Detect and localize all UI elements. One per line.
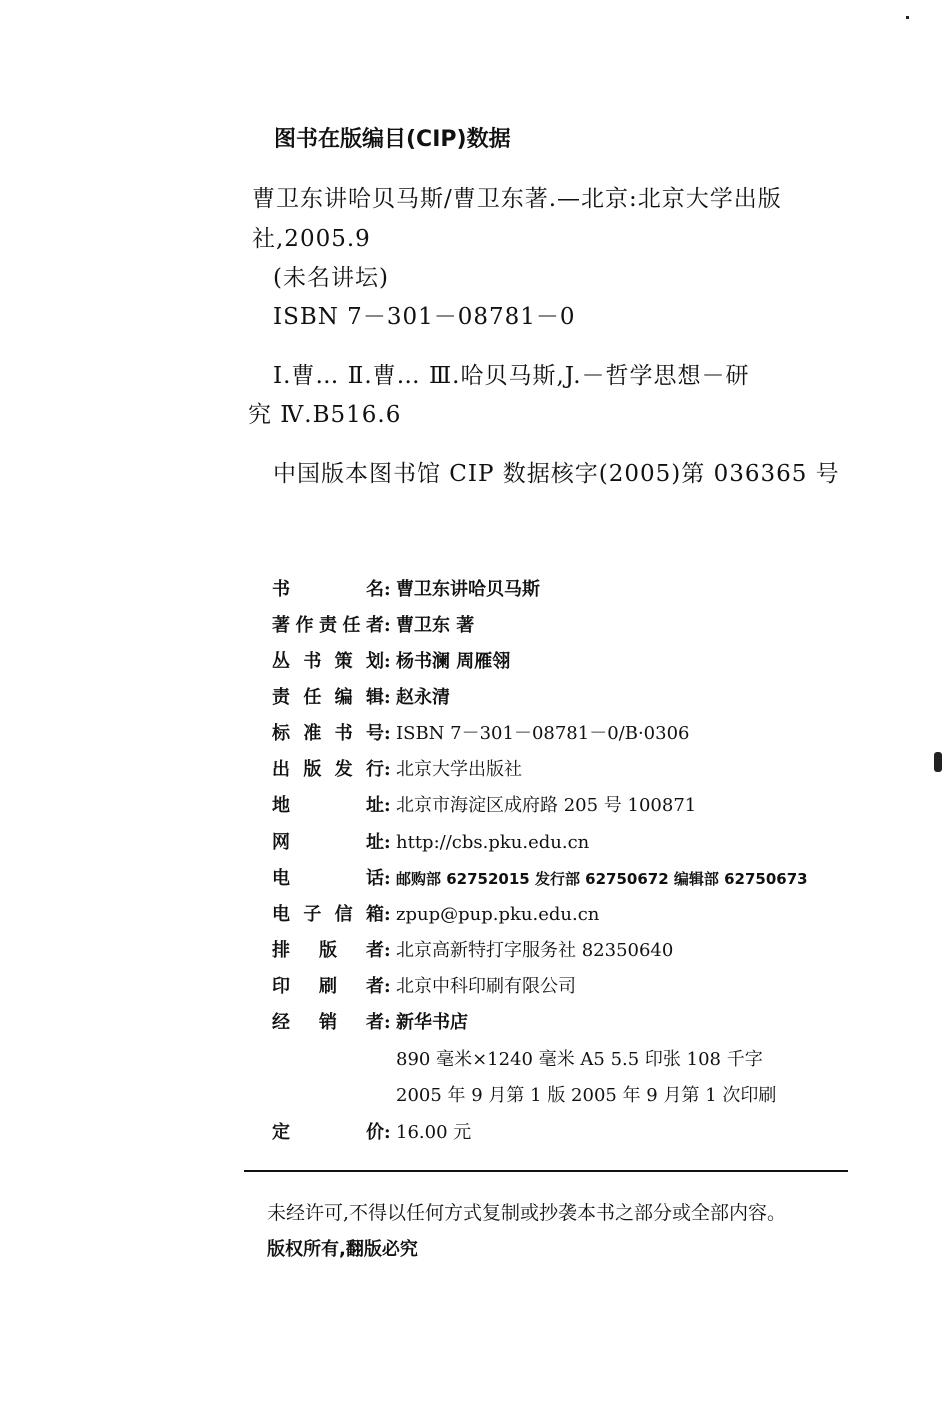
detail-value: 北京大学出版社 [396,759,522,780]
detail-label: 标准书号 [272,723,384,744]
detail-colon: : [384,759,391,780]
detail-value: 曹卫东 著 [396,615,475,636]
detail-row-price [272,1118,471,1148]
copyright-rights: 版权所有,翻版必究 [267,1239,418,1260]
detail-value: 北京中科印刷有限公司 [396,976,576,997]
detail-value: 16.00 元 [396,1122,472,1143]
detail-label: 网址 [272,832,384,853]
detail-label: 经销者 [272,1012,384,1033]
detail-colon: : [384,615,391,636]
detail-value: http://cbs.pku.edu.cn [396,832,590,853]
scan-speck [906,16,909,19]
format-spec-line: 890 毫米×1240 毫米 A5 5.5 印张 108 千字 [396,1049,763,1070]
detail-row-author [272,611,474,641]
detail-colon: : [384,1122,391,1143]
detail-row-title [272,575,540,605]
detail-label: 出版发行 [272,759,384,780]
detail-value: 北京高新特打字服务社 82350640 [396,940,674,961]
detail-colon: : [384,795,391,816]
detail-label: 排版者 [272,940,384,961]
detail-value: 新华书店 [396,1012,468,1033]
divider-rule [244,1170,848,1172]
detail-row-isbn [272,719,689,749]
detail-value: 赵永清 [396,687,450,708]
scan-speck [934,752,942,772]
detail-label: 著作责任者 [272,615,384,636]
detail-row-distributor [272,1008,468,1038]
detail-value: 北京市海淀区成府路 205 号 100871 [396,795,697,816]
detail-value: ISBN 7－301－08781－0/B·0306 [396,723,690,744]
cip-series-line: (未名讲坛) [273,265,389,291]
cip-catalog-number-line: 中国版本图书馆 CIP 数据核字(2005)第 036365 号 [273,461,840,487]
cip-classification-line: Ⅰ.曹… Ⅱ.曹… Ⅲ.哈贝马斯,J.－哲学思想－研 [273,363,750,389]
detail-label: 电话 [272,868,384,889]
detail-value: 邮购部 62752015 发行部 62750672 编辑部 62750673 [396,870,808,888]
detail-value: zpup@pup.pku.edu.cn [396,904,600,925]
cip-classification-cont-line: 究 Ⅳ.B516.6 [248,402,402,428]
detail-colon: : [384,904,391,925]
detail-value: 杨书澜 周雁翎 [396,651,511,672]
detail-label: 书名 [272,579,384,600]
detail-colon: : [384,1012,391,1033]
cip-title-line: 曹卫东讲哈贝马斯/曹卫东著.—北京:北京大学出版 [252,186,782,212]
cip-isbn-line: ISBN 7－301－08781－0 [273,304,576,330]
detail-colon: : [384,687,391,708]
detail-colon: : [384,723,391,744]
detail-label: 印刷者 [272,976,384,997]
detail-colon: : [384,832,391,853]
copyright-notice: 未经许可,不得以任何方式复制或抄袭本书之部分或全部内容。 [267,1202,787,1224]
detail-colon: : [384,976,391,997]
cip-publisher-line: 社,2005.9 [252,226,371,252]
detail-label: 地址 [272,795,384,816]
detail-row-phone [272,864,808,894]
detail-label: 定价 [272,1122,384,1143]
detail-value: 曹卫东讲哈贝马斯 [396,579,540,600]
detail-row-publisher [272,755,522,785]
detail-colon: : [384,579,391,600]
detail-row-website [272,828,589,858]
detail-label: 责任编辑 [272,687,384,708]
edition-line: 2005 年 9 月第 1 版 2005 年 9 月第 1 次印刷 [396,1085,777,1106]
detail-label: 丛书策划 [272,651,384,672]
detail-colon: : [384,940,391,961]
detail-row-editor [272,683,450,713]
detail-label: 电子信箱 [272,904,384,925]
detail-row-address [272,791,696,821]
detail-colon: : [384,868,391,889]
detail-row-typesetter [272,936,673,966]
detail-row-printer [272,972,576,1002]
detail-colon: : [384,651,391,672]
cip-heading: 图书在版编目(CIP)数据 [274,127,511,152]
detail-row-series-planner [272,647,510,677]
detail-row-email [272,900,599,930]
